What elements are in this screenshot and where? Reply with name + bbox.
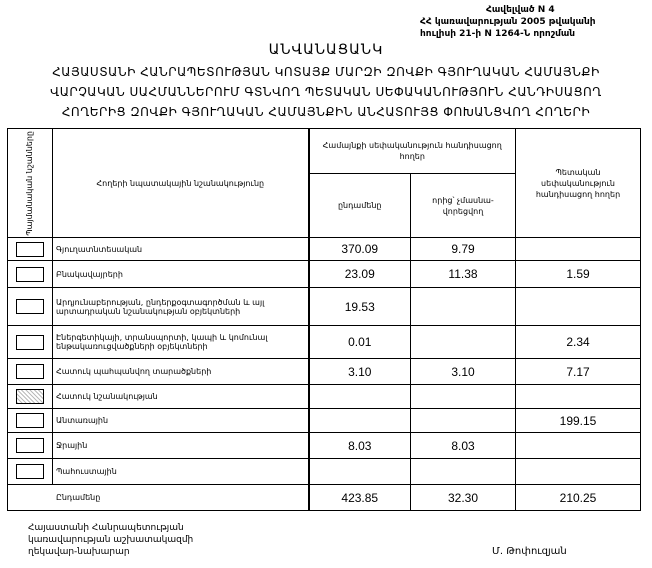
legend-swatch-icon <box>16 267 44 282</box>
document-title: ԱՆՎԱՆԱՑԱՆԿ <box>268 42 384 58</box>
community-total <box>309 459 411 485</box>
legend-symbol <box>8 385 53 409</box>
table-row <box>8 261 641 288</box>
legend-swatch-icon <box>16 438 44 453</box>
header-purpose: Հողերի նպատակային նշանակությունը <box>53 129 309 238</box>
footer-line: Հայաստանի Հանրապետության <box>28 523 184 533</box>
state-land <box>516 433 641 459</box>
community-total: 19.53 <box>309 288 411 326</box>
table-row <box>8 288 641 326</box>
annex-date: հուլիսի 21-ի N 1264-Ն որոշման <box>420 29 576 39</box>
land-category: Էներգետիկայի, տրանսպորտի, կապի և կոմունալ ենթակառուցվածքների օբյեկտների <box>53 326 309 359</box>
legend-symbol <box>8 409 53 433</box>
community-non-privatized: 11.38 <box>411 261 516 288</box>
header-state: Պետական սեփականություն հանդիսացող հողեր <box>516 129 641 238</box>
legend-symbol <box>8 459 53 485</box>
table-row <box>8 385 641 409</box>
state-land <box>516 385 641 409</box>
legend-symbol <box>8 261 53 288</box>
subtitle-line: ՀՈՂԵՐԻՑ ԶՈՎՔԻ ԳՅՈՒՂԱԿԱՆ ՀԱՄԱՅՆՔԻՆ ԱՆՀԱՏՈՒՅՑ ՓՈԽԱՆՑՎՈՂ ՀՈՂԵՐԻ <box>61 105 591 119</box>
community-total: 0.01 <box>309 326 411 359</box>
community-total <box>309 385 411 409</box>
table-row <box>8 326 641 359</box>
community-total <box>309 409 411 433</box>
community-non-privatized: 3.10 <box>411 359 516 385</box>
community-non-privatized <box>411 409 516 433</box>
table-row <box>8 459 641 485</box>
table-row <box>8 359 641 385</box>
document-subtitle <box>0 62 652 122</box>
header-total: ընդամենը <box>309 174 411 238</box>
community-non-privatized <box>411 326 516 359</box>
community-non-privatized: 8.03 <box>411 433 516 459</box>
legend-symbol <box>8 433 53 459</box>
state-land: 7.17 <box>516 359 641 385</box>
header-symbols: Պայմանական նշանները <box>8 129 53 238</box>
community-non-privatized <box>411 459 516 485</box>
annex-number: Հավելված N 4 <box>486 5 555 15</box>
legend-symbol <box>8 359 53 385</box>
land-category: Բնակավայրերի <box>53 261 309 288</box>
table-row <box>8 409 641 433</box>
land-category: Պահուստային <box>53 459 309 485</box>
land-table <box>7 128 641 511</box>
state-land: 2.34 <box>516 326 641 359</box>
totals-non-privatized: 32.30 <box>411 485 516 511</box>
community-non-privatized <box>411 288 516 326</box>
header-community: Համայնքի սեփականություն հանդիսացող հողեր <box>309 129 516 174</box>
annex-decree: ՀՀ կառավարության 2005 թվականի <box>420 17 596 27</box>
legend-symbol <box>8 326 53 359</box>
land-category: Ջրային <box>53 433 309 459</box>
footer-line: ղեկավար-նախարար <box>28 547 130 557</box>
community-total: 8.03 <box>309 433 411 459</box>
totals-total: 423.85 <box>309 485 411 511</box>
table-row <box>8 238 641 261</box>
signatory-name: Մ. Թոփուզյան <box>492 546 567 557</box>
land-category: Անտառային <box>53 409 309 433</box>
signatory-position <box>28 522 193 558</box>
legend-swatch-icon <box>16 299 44 314</box>
state-land <box>516 459 641 485</box>
land-category: Հատուկ պահպանվող տարածքների <box>53 359 309 385</box>
totals-row <box>8 485 641 511</box>
subtitle-line: ՀԱՅԱՍՏԱՆԻ ՀԱՆՐԱՊԵՏՈՒԹՅԱՆ ԿՈՏԱՅՔ ՄԱՐԶԻ ԶՈՎՔԻ ԳՅՈՒՂԱԿԱՆ ՀԱՄԱՅՆՔԻ <box>52 65 600 79</box>
legend-swatch-icon <box>16 335 44 350</box>
header-non-privatized: որից՝ չմասնա-վորեցվող <box>411 174 516 238</box>
state-land: 199.15 <box>516 409 641 433</box>
state-land <box>516 238 641 261</box>
land-category: Գյուղատնտեսական <box>53 238 309 261</box>
legend-swatch-icon <box>16 364 44 379</box>
totals-label: Ընդամենը <box>8 485 309 511</box>
legend-swatch-icon <box>16 242 44 257</box>
state-land: 1.59 <box>516 261 641 288</box>
community-non-privatized: 9.79 <box>411 238 516 261</box>
community-total: 23.09 <box>309 261 411 288</box>
land-category: Արդյունաբերության, ընդերքօգտագործման և այլ արտադրական նշանակության օբյեկտների <box>53 288 309 326</box>
community-total: 3.10 <box>309 359 411 385</box>
legend-symbol <box>8 288 53 326</box>
legend-swatch-icon <box>16 413 44 428</box>
community-total: 370.09 <box>309 238 411 261</box>
footer-line: կառավարության աշխատակազմի <box>28 535 194 545</box>
legend-swatch-icon <box>16 389 44 404</box>
community-non-privatized <box>411 385 516 409</box>
legend-swatch-icon <box>16 464 44 479</box>
totals-state: 210.25 <box>516 485 641 511</box>
subtitle-line: ՎԱՐՉԱԿԱՆ ՍԱՀՄԱՆՆԵՐՈՒՄ ԳՏՆՎՈՂ ՊԵՏԱԿԱՆ ՍԵՓԱԿԱՆՈՒԹՅՈՒՆ ՀԱՆԴԻՍԱՑՈՂ <box>50 85 602 99</box>
table-row <box>8 433 641 459</box>
land-category: Հատուկ նշանակության <box>53 385 309 409</box>
state-land <box>516 288 641 326</box>
annex-reference <box>420 4 650 40</box>
legend-symbol <box>8 238 53 261</box>
